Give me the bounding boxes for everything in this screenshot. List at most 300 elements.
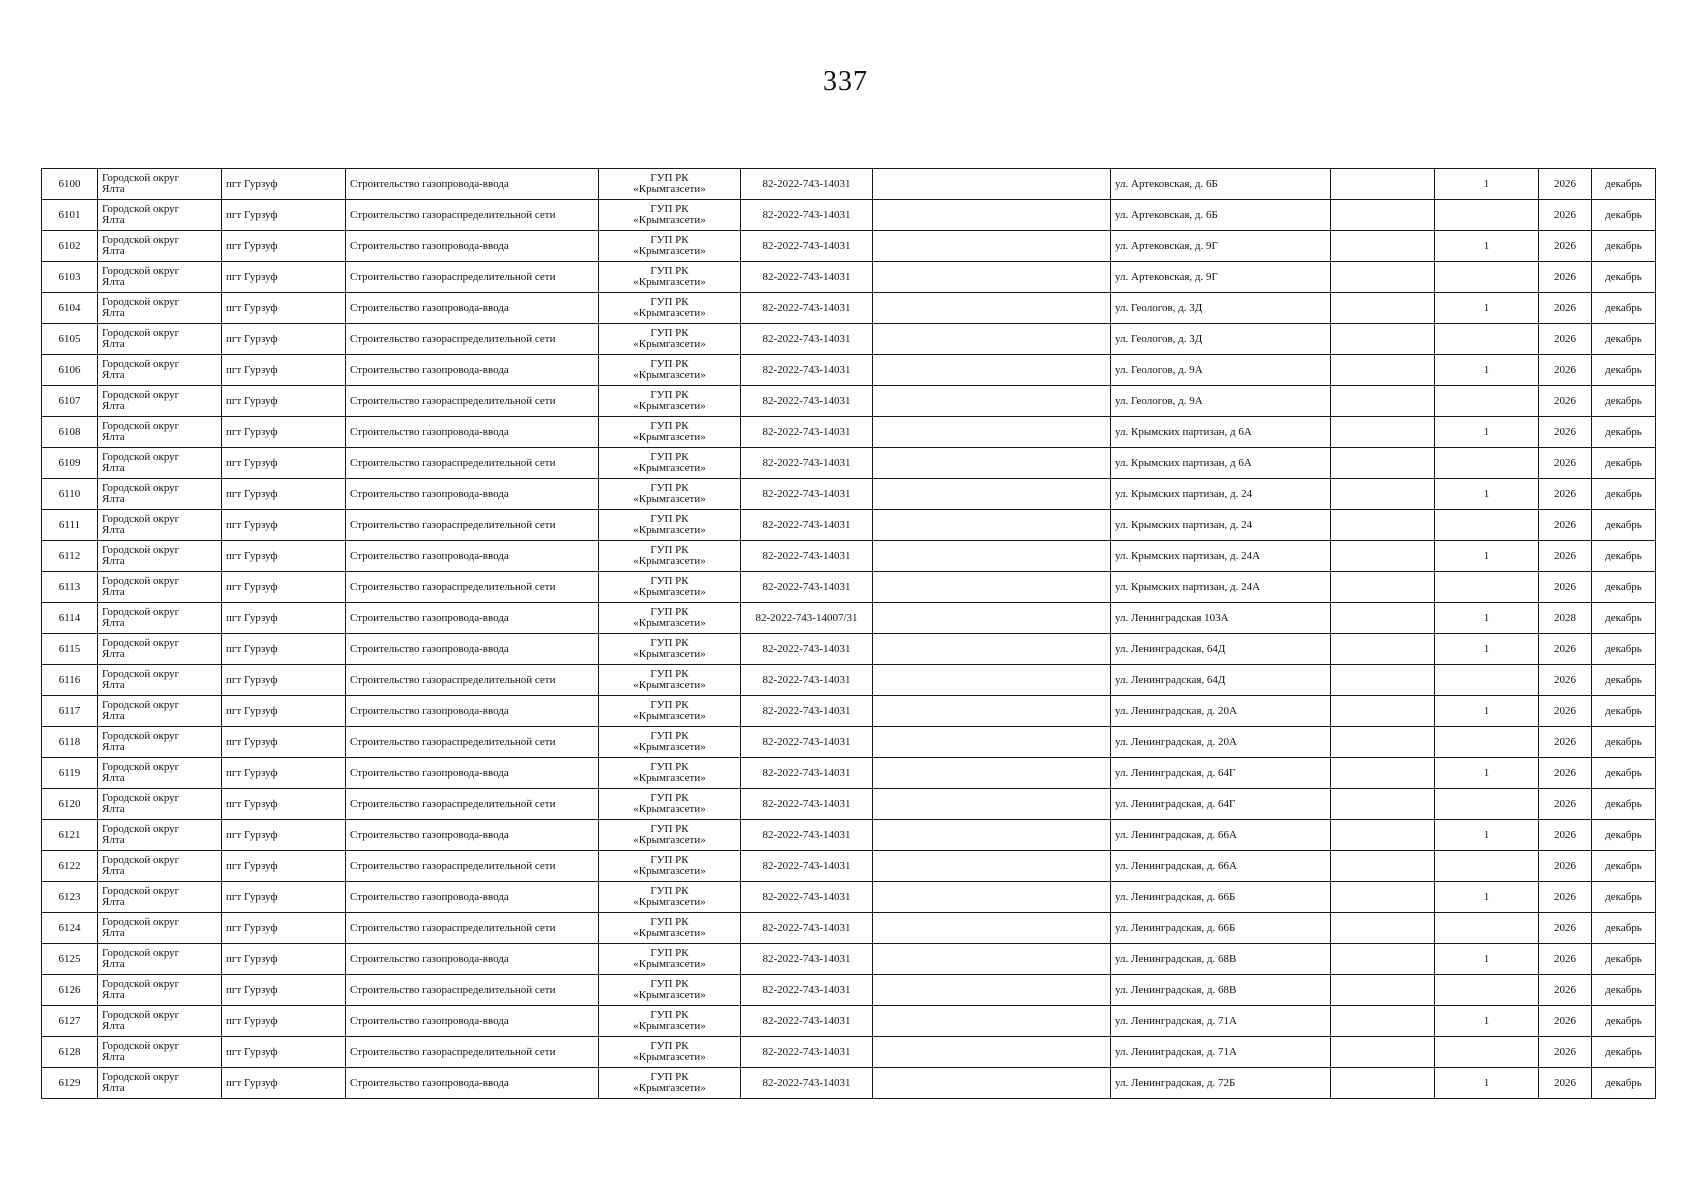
district-cell	[98, 1006, 222, 1037]
program-code-cell: 82-2022-743-14031	[741, 200, 873, 231]
district-line-2: Ялта	[102, 710, 125, 722]
row-number-cell: 6129	[42, 1068, 98, 1099]
table-row	[42, 169, 1656, 200]
empty-cell	[1331, 665, 1435, 696]
table-row	[42, 417, 1656, 448]
organization-line-1: ГУП РК	[650, 172, 689, 184]
address-cell: ул. Геологов, д. 3Д	[1111, 293, 1331, 324]
year-cell: 2026	[1539, 479, 1592, 510]
month-cell: декабрь	[1592, 727, 1656, 758]
organization-line-2: «Крымгазсети»	[633, 617, 706, 629]
address-cell: ул. Ленинградская, д. 71А	[1111, 1006, 1331, 1037]
organization-cell	[599, 169, 741, 200]
program-code-cell: 82-2022-743-14031	[741, 882, 873, 913]
organization-line-1: ГУП РК	[650, 358, 689, 370]
empty-cell	[873, 758, 1111, 789]
address-cell: ул. Ленинградская, д. 66Б	[1111, 913, 1331, 944]
empty-cell	[873, 820, 1111, 851]
year-cell: 2026	[1539, 665, 1592, 696]
empty-cell	[1331, 634, 1435, 665]
organization-cell	[599, 975, 741, 1006]
year-cell: 2026	[1539, 1037, 1592, 1068]
locality-cell: пгт Гурзуф	[222, 572, 346, 603]
organization-line-2: «Крымгазсети»	[633, 1051, 706, 1063]
district-line-2: Ялта	[102, 803, 125, 815]
program-code-cell: 82-2022-743-14031	[741, 1068, 873, 1099]
month-cell: декабрь	[1592, 324, 1656, 355]
organization-cell	[599, 479, 741, 510]
organization-line-2: «Крымгазсети»	[633, 431, 706, 443]
month-cell: декабрь	[1592, 262, 1656, 293]
locality-cell: пгт Гурзуф	[222, 479, 346, 510]
organization-line-2: «Крымгазсети»	[633, 803, 706, 815]
locality-cell: пгт Гурзуф	[222, 820, 346, 851]
district-line-2: Ялта	[102, 245, 125, 257]
row-number-cell: 6101	[42, 200, 98, 231]
program-code-cell: 82-2022-743-14031	[741, 634, 873, 665]
locality-cell: пгт Гурзуф	[222, 169, 346, 200]
district-line-2: Ялта	[102, 524, 125, 536]
month-cell: декабрь	[1592, 913, 1656, 944]
work-type-cell: Строительство газопровода-ввода	[346, 417, 599, 448]
year-cell: 2026	[1539, 1006, 1592, 1037]
program-code-cell: 82-2022-743-14031	[741, 758, 873, 789]
district-line-1: Городской округ	[102, 203, 180, 215]
organization-line-2: «Крымгазсети»	[633, 555, 706, 567]
organization-cell	[599, 231, 741, 262]
organization-cell	[599, 541, 741, 572]
organization-line-2: «Крымгазсети»	[633, 989, 706, 1001]
work-type-cell: Строительство газопровода-ввода	[346, 541, 599, 572]
district-cell	[98, 851, 222, 882]
table-row	[42, 231, 1656, 262]
month-cell: декабрь	[1592, 479, 1656, 510]
work-type-cell: Строительство газораспределительной сети	[346, 1037, 599, 1068]
row-number-cell: 6116	[42, 665, 98, 696]
district-line-1: Городской округ	[102, 854, 180, 866]
month-cell: декабрь	[1592, 665, 1656, 696]
district-line-1: Городской округ	[102, 885, 180, 897]
work-type-cell: Строительство газораспределительной сети	[346, 262, 599, 293]
empty-cell	[873, 603, 1111, 634]
empty-cell	[873, 541, 1111, 572]
district-cell	[98, 1037, 222, 1068]
row-number-cell: 6113	[42, 572, 98, 603]
district-line-1: Городской округ	[102, 978, 180, 990]
empty-cell	[873, 386, 1111, 417]
work-type-cell: Строительство газопровода-ввода	[346, 882, 599, 913]
row-number-cell: 6125	[42, 944, 98, 975]
table-row	[42, 448, 1656, 479]
work-type-cell: Строительство газораспределительной сети	[346, 851, 599, 882]
district-line-2: Ялта	[102, 369, 125, 381]
quantity-cell: 1	[1435, 169, 1539, 200]
district-line-2: Ялта	[102, 1051, 125, 1063]
district-line-2: Ялта	[102, 431, 125, 443]
district-cell	[98, 634, 222, 665]
district-line-1: Городской округ	[102, 1009, 180, 1021]
month-cell: декабрь	[1592, 355, 1656, 386]
locality-cell: пгт Гурзуф	[222, 417, 346, 448]
quantity-cell	[1435, 975, 1539, 1006]
year-cell: 2026	[1539, 975, 1592, 1006]
address-cell: ул. Ленинградская, д. 71А	[1111, 1037, 1331, 1068]
empty-cell	[873, 572, 1111, 603]
organization-line-2: «Крымгазсети»	[633, 1082, 706, 1094]
district-cell	[98, 944, 222, 975]
district-cell	[98, 572, 222, 603]
locality-cell: пгт Гурзуф	[222, 231, 346, 262]
district-line-1: Городской округ	[102, 699, 180, 711]
empty-cell	[873, 479, 1111, 510]
district-cell	[98, 448, 222, 479]
row-number-cell: 6126	[42, 975, 98, 1006]
district-line-2: Ялта	[102, 338, 125, 350]
locality-cell: пгт Гурзуф	[222, 262, 346, 293]
organization-line-1: ГУП РК	[650, 761, 689, 773]
program-code-cell: 82-2022-743-14031	[741, 386, 873, 417]
district-line-1: Городской округ	[102, 668, 180, 680]
empty-cell	[1331, 510, 1435, 541]
address-cell: ул. Артековская, д. 6Б	[1111, 200, 1331, 231]
table-row	[42, 293, 1656, 324]
organization-cell	[599, 262, 741, 293]
district-line-1: Городской округ	[102, 606, 180, 618]
district-cell	[98, 665, 222, 696]
district-line-2: Ялта	[102, 183, 125, 195]
row-number-cell: 6128	[42, 1037, 98, 1068]
address-cell: ул. Ленинградская, д. 20А	[1111, 727, 1331, 758]
district-line-1: Городской округ	[102, 420, 180, 432]
year-cell: 2026	[1539, 882, 1592, 913]
row-number-cell: 6123	[42, 882, 98, 913]
work-type-cell: Строительство газопровода-ввода	[346, 169, 599, 200]
quantity-cell: 1	[1435, 634, 1539, 665]
district-line-1: Городской округ	[102, 389, 180, 401]
month-cell: декабрь	[1592, 603, 1656, 634]
organization-line-2: «Крымгазсети»	[633, 369, 706, 381]
table-row	[42, 789, 1656, 820]
organization-cell	[599, 1006, 741, 1037]
locality-cell: пгт Гурзуф	[222, 975, 346, 1006]
organization-line-1: ГУП РК	[650, 544, 689, 556]
quantity-cell: 1	[1435, 603, 1539, 634]
row-number-cell: 6115	[42, 634, 98, 665]
address-cell: ул. Ленинградская, д. 20А	[1111, 696, 1331, 727]
locality-cell: пгт Гурзуф	[222, 293, 346, 324]
row-number-cell: 6107	[42, 386, 98, 417]
month-cell: декабрь	[1592, 386, 1656, 417]
month-cell: декабрь	[1592, 572, 1656, 603]
work-type-cell: Строительство газопровода-ввода	[346, 603, 599, 634]
district-line-1: Городской округ	[102, 482, 180, 494]
organization-line-2: «Крымгазсети»	[633, 183, 706, 195]
organization-line-1: ГУП РК	[650, 234, 689, 246]
quantity-cell: 1	[1435, 1006, 1539, 1037]
locality-cell: пгт Гурзуф	[222, 851, 346, 882]
locality-cell: пгт Гурзуф	[222, 200, 346, 231]
empty-cell	[873, 882, 1111, 913]
organization-line-1: ГУП РК	[650, 1009, 689, 1021]
quantity-cell	[1435, 262, 1539, 293]
table-row	[42, 200, 1656, 231]
organization-line-2: «Крымгазсети»	[633, 338, 706, 350]
empty-cell	[1331, 355, 1435, 386]
locality-cell: пгт Гурзуф	[222, 634, 346, 665]
organization-line-1: ГУП РК	[650, 296, 689, 308]
organization-line-2: «Крымгазсети»	[633, 927, 706, 939]
year-cell: 2026	[1539, 634, 1592, 665]
empty-cell	[1331, 479, 1435, 510]
program-code-cell: 82-2022-743-14031	[741, 665, 873, 696]
district-line-2: Ялта	[102, 493, 125, 505]
organization-cell	[599, 448, 741, 479]
quantity-cell: 1	[1435, 820, 1539, 851]
table-row	[42, 944, 1656, 975]
work-type-cell: Строительство газораспределительной сети	[346, 727, 599, 758]
program-code-cell: 82-2022-743-14031	[741, 913, 873, 944]
work-type-cell: Строительство газораспределительной сети	[346, 789, 599, 820]
address-cell: ул. Ленинградская, д. 66Б	[1111, 882, 1331, 913]
program-code-cell: 82-2022-743-14007/31	[741, 603, 873, 634]
district-cell	[98, 262, 222, 293]
quantity-cell: 1	[1435, 231, 1539, 262]
year-cell: 2026	[1539, 1068, 1592, 1099]
quantity-cell: 1	[1435, 417, 1539, 448]
row-number-cell: 6121	[42, 820, 98, 851]
table-row	[42, 386, 1656, 417]
month-cell: декабрь	[1592, 851, 1656, 882]
work-type-cell: Строительство газопровода-ввода	[346, 634, 599, 665]
month-cell: декабрь	[1592, 696, 1656, 727]
organization-line-1: ГУП РК	[650, 885, 689, 897]
locality-cell: пгт Гурзуф	[222, 758, 346, 789]
organization-line-2: «Крымгазсети»	[633, 524, 706, 536]
locality-cell: пгт Гурзуф	[222, 386, 346, 417]
district-line-2: Ялта	[102, 1082, 125, 1094]
program-code-cell: 82-2022-743-14031	[741, 727, 873, 758]
organization-line-1: ГУП РК	[650, 699, 689, 711]
year-cell: 2026	[1539, 696, 1592, 727]
address-cell: ул. Артековская, д. 9Г	[1111, 262, 1331, 293]
year-cell: 2026	[1539, 944, 1592, 975]
organization-line-1: ГУП РК	[650, 1040, 689, 1052]
organization-cell	[599, 417, 741, 448]
organization-line-1: ГУП РК	[650, 637, 689, 649]
row-number-cell: 6127	[42, 1006, 98, 1037]
district-cell	[98, 479, 222, 510]
empty-cell	[873, 169, 1111, 200]
locality-cell: пгт Гурзуф	[222, 1006, 346, 1037]
program-code-cell: 82-2022-743-14031	[741, 324, 873, 355]
year-cell: 2026	[1539, 758, 1592, 789]
table-row	[42, 262, 1656, 293]
quantity-cell	[1435, 727, 1539, 758]
organization-line-2: «Крымгазсети»	[633, 462, 706, 474]
month-cell: декабрь	[1592, 541, 1656, 572]
row-number-cell: 6117	[42, 696, 98, 727]
empty-cell	[873, 324, 1111, 355]
year-cell: 2026	[1539, 541, 1592, 572]
district-line-1: Городской округ	[102, 947, 180, 959]
month-cell: декабрь	[1592, 758, 1656, 789]
organization-cell	[599, 696, 741, 727]
empty-cell	[1331, 572, 1435, 603]
organization-line-1: ГУП РК	[650, 947, 689, 959]
program-code-cell: 82-2022-743-14031	[741, 510, 873, 541]
empty-cell	[1331, 262, 1435, 293]
organization-cell	[599, 324, 741, 355]
district-line-2: Ялта	[102, 927, 125, 939]
empty-cell	[873, 510, 1111, 541]
row-number-cell: 6105	[42, 324, 98, 355]
table-row	[42, 603, 1656, 634]
table-row	[42, 665, 1656, 696]
work-type-cell: Строительство газораспределительной сети	[346, 324, 599, 355]
district-line-1: Городской округ	[102, 1071, 180, 1083]
organization-cell	[599, 1068, 741, 1099]
quantity-cell: 1	[1435, 293, 1539, 324]
program-code-cell: 82-2022-743-14031	[741, 293, 873, 324]
district-line-2: Ялта	[102, 648, 125, 660]
empty-cell	[873, 355, 1111, 386]
locality-cell: пгт Гурзуф	[222, 789, 346, 820]
empty-cell	[873, 634, 1111, 665]
program-code-cell: 82-2022-743-14031	[741, 262, 873, 293]
quantity-cell	[1435, 665, 1539, 696]
empty-cell	[873, 448, 1111, 479]
month-cell: декабрь	[1592, 944, 1656, 975]
district-line-1: Городской округ	[102, 637, 180, 649]
district-line-1: Городской округ	[102, 513, 180, 525]
district-cell	[98, 541, 222, 572]
district-cell	[98, 789, 222, 820]
year-cell: 2026	[1539, 727, 1592, 758]
district-line-1: Городской округ	[102, 761, 180, 773]
empty-cell	[1331, 417, 1435, 448]
work-type-cell: Строительство газораспределительной сети	[346, 665, 599, 696]
empty-cell	[873, 789, 1111, 820]
year-cell: 2026	[1539, 913, 1592, 944]
district-line-2: Ялта	[102, 307, 125, 319]
work-type-cell: Строительство газопровода-ввода	[346, 758, 599, 789]
empty-cell	[1331, 200, 1435, 231]
district-cell	[98, 200, 222, 231]
district-line-2: Ялта	[102, 989, 125, 1001]
address-cell: ул. Ленинградская 103А	[1111, 603, 1331, 634]
quantity-cell	[1435, 789, 1539, 820]
district-cell	[98, 820, 222, 851]
table-row	[42, 696, 1656, 727]
address-cell: ул. Ленинградская, д. 68В	[1111, 944, 1331, 975]
district-line-2: Ялта	[102, 772, 125, 784]
table-row	[42, 820, 1656, 851]
year-cell: 2026	[1539, 169, 1592, 200]
table-row	[42, 758, 1656, 789]
district-cell	[98, 603, 222, 634]
work-type-cell: Строительство газопровода-ввода	[346, 355, 599, 386]
empty-cell	[1331, 448, 1435, 479]
row-number-cell: 6124	[42, 913, 98, 944]
empty-cell	[873, 665, 1111, 696]
district-line-2: Ялта	[102, 617, 125, 629]
empty-cell	[873, 944, 1111, 975]
empty-cell	[1331, 820, 1435, 851]
table-row	[42, 882, 1656, 913]
year-cell: 2026	[1539, 200, 1592, 231]
quantity-cell: 1	[1435, 541, 1539, 572]
organization-cell	[599, 634, 741, 665]
organization-line-1: ГУП РК	[650, 730, 689, 742]
work-type-cell: Строительство газопровода-ввода	[346, 696, 599, 727]
locality-cell: пгт Гурзуф	[222, 510, 346, 541]
work-type-cell: Строительство газопровода-ввода	[346, 1006, 599, 1037]
empty-cell	[1331, 386, 1435, 417]
address-cell: ул. Крымских партизан, д 6А	[1111, 448, 1331, 479]
row-number-cell: 6104	[42, 293, 98, 324]
organization-line-2: «Крымгазсети»	[633, 772, 706, 784]
program-code-cell: 82-2022-743-14031	[741, 1006, 873, 1037]
work-type-cell: Строительство газопровода-ввода	[346, 293, 599, 324]
address-cell: ул. Геологов, д. 3Д	[1111, 324, 1331, 355]
row-number-cell: 6111	[42, 510, 98, 541]
row-number-cell: 6112	[42, 541, 98, 572]
quantity-cell: 1	[1435, 479, 1539, 510]
organization-line-2: «Крымгазсети»	[633, 679, 706, 691]
locality-cell: пгт Гурзуф	[222, 665, 346, 696]
district-line-1: Городской округ	[102, 265, 180, 277]
quantity-cell	[1435, 510, 1539, 541]
quantity-cell: 1	[1435, 1068, 1539, 1099]
organization-cell	[599, 386, 741, 417]
empty-cell	[1331, 758, 1435, 789]
year-cell: 2026	[1539, 851, 1592, 882]
empty-cell	[1331, 727, 1435, 758]
organization-line-1: ГУП РК	[650, 916, 689, 928]
organization-line-1: ГУП РК	[650, 823, 689, 835]
organization-line-1: ГУП РК	[650, 389, 689, 401]
quantity-cell	[1435, 572, 1539, 603]
month-cell: декабрь	[1592, 789, 1656, 820]
row-number-cell: 6114	[42, 603, 98, 634]
organization-cell	[599, 1037, 741, 1068]
district-line-1: Городской округ	[102, 296, 180, 308]
organization-line-2: «Крымгазсети»	[633, 648, 706, 660]
year-cell: 2026	[1539, 417, 1592, 448]
empty-cell	[873, 262, 1111, 293]
empty-cell	[873, 293, 1111, 324]
organization-line-2: «Крымгазсети»	[633, 214, 706, 226]
year-cell: 2026	[1539, 231, 1592, 262]
empty-cell	[1331, 1037, 1435, 1068]
work-type-cell: Строительство газораспределительной сети	[346, 386, 599, 417]
quantity-cell	[1435, 913, 1539, 944]
year-cell: 2026	[1539, 262, 1592, 293]
month-cell: декабрь	[1592, 169, 1656, 200]
work-type-cell: Строительство газораспределительной сети	[346, 572, 599, 603]
row-number-cell: 6100	[42, 169, 98, 200]
row-number-cell: 6119	[42, 758, 98, 789]
district-line-1: Городской округ	[102, 234, 180, 246]
table-row	[42, 727, 1656, 758]
locality-cell: пгт Гурзуф	[222, 603, 346, 634]
address-cell: ул. Геологов, д. 9А	[1111, 355, 1331, 386]
year-cell: 2026	[1539, 510, 1592, 541]
table-row	[42, 510, 1656, 541]
district-line-2: Ялта	[102, 958, 125, 970]
empty-cell	[873, 417, 1111, 448]
work-type-cell: Строительство газораспределительной сети	[346, 200, 599, 231]
